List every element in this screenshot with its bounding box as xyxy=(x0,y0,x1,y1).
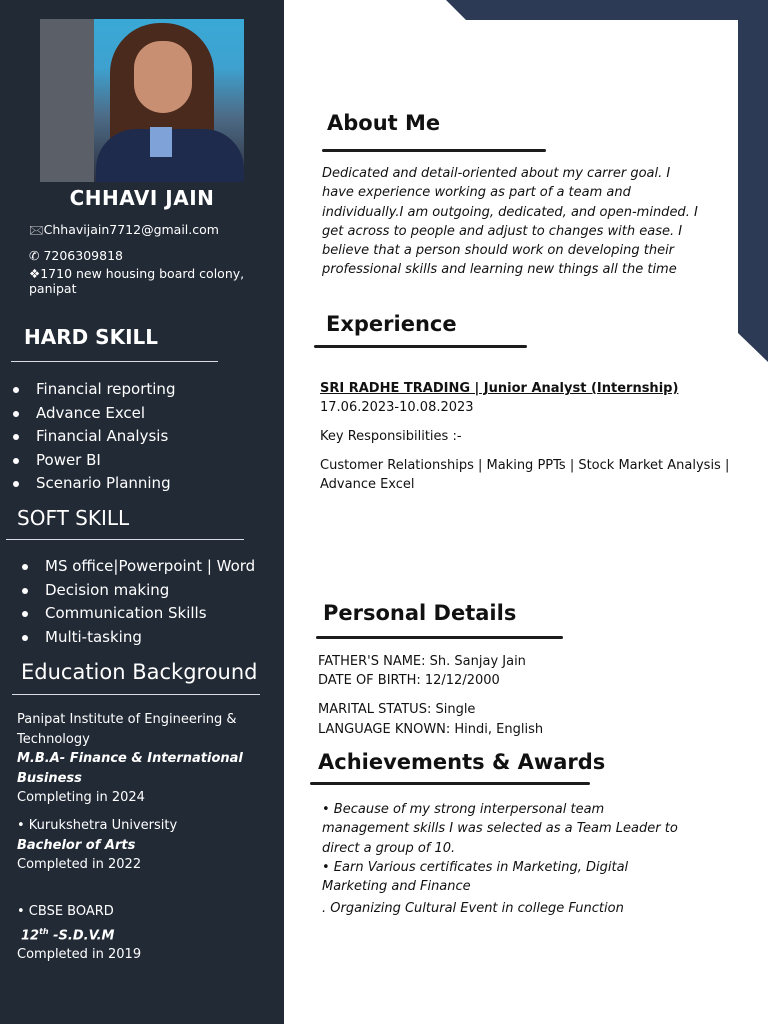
list-item: Financial reporting xyxy=(13,378,175,402)
achievement-item: • Earn Various certificates in Marketing, Digital Marketing and Finance xyxy=(322,860,629,895)
achievement-item: . Organizing Cultural Event in college Function xyxy=(322,901,624,916)
education-entry xyxy=(17,710,267,808)
education-degree: Bachelor of Arts xyxy=(17,837,136,853)
soft-skill-list xyxy=(22,555,255,649)
education-degree: M.B.A- Finance & International Business xyxy=(17,751,243,786)
decorative-corner-side xyxy=(738,0,768,362)
education-status: Completing in 2024 xyxy=(17,790,145,805)
education-entry xyxy=(17,902,267,965)
hard-skill-divider xyxy=(11,361,218,362)
candidate-name: CHHAVI JAIN xyxy=(69,186,215,210)
soft-skill-heading: SOFT SKILL xyxy=(17,506,130,530)
decorative-corner-top xyxy=(446,0,768,20)
marital-status: MARITAL STATUS: Single xyxy=(318,702,476,717)
address-text: ❖1710 new housing board colony, panipat xyxy=(29,266,245,296)
achievements-divider xyxy=(310,782,590,785)
list-item: Advance Excel xyxy=(13,402,175,426)
responsibilities-label: Key Responsibilities :- xyxy=(320,429,462,444)
education-heading: Education Background xyxy=(21,660,258,684)
personal-details-heading: Personal Details xyxy=(323,601,517,625)
education-entry xyxy=(17,816,267,875)
achievement-item: • Because of my strong interpersonal team management skills I was selected as a Team Leader to direct a group of 10. xyxy=(322,802,678,856)
responsibilities-text: Customer Relationships | Making PPTs | Stock Market Analysis | Advance Excel xyxy=(320,458,730,493)
education-institute: • Kurukshetra University xyxy=(17,818,178,833)
experience-dates: 17.06.2023-10.08.2023 xyxy=(320,400,474,415)
profile-photo xyxy=(40,19,244,182)
list-item: Communication Skills xyxy=(22,602,255,626)
education-institute: Panipat Institute of Engineering & Technology xyxy=(17,712,237,747)
sidebar xyxy=(0,0,284,1024)
experience-divider xyxy=(314,345,527,348)
hard-skill-heading: HARD SKILL xyxy=(24,325,159,349)
education-status: Completed in 2022 xyxy=(17,857,142,872)
about-divider xyxy=(322,149,546,152)
list-item: Scenario Planning xyxy=(13,472,175,496)
list-item: Multi-tasking xyxy=(22,626,255,650)
father-name: FATHER'S NAME: Sh. Sanjay Jain xyxy=(318,654,526,669)
languages-known: LANGUAGE KNOWN: Hindi, English xyxy=(318,722,544,737)
about-heading: About Me xyxy=(327,111,441,135)
date-of-birth: DATE OF BIRTH: 12/12/2000 xyxy=(318,673,500,688)
soft-skill-divider xyxy=(6,539,244,540)
education-institute: • CBSE BOARD xyxy=(17,904,114,919)
education-status: Completed in 2019 xyxy=(17,947,142,963)
education-divider xyxy=(12,694,260,695)
education-degree: 12th -S.D.V.M xyxy=(21,926,115,943)
list-item: Power BI xyxy=(13,449,175,473)
email-text: 🖂Chhavijain7712@gmail.com xyxy=(29,222,219,237)
list-item: MS office|Powerpoint | Word xyxy=(22,555,255,579)
achievements-heading: Achievements & Awards xyxy=(318,750,606,774)
experience-heading: Experience xyxy=(326,312,457,336)
about-text: Dedicated and detail-oriented about my carrer goal. I have experience working as part of a team and individually.I am outgoing, dedicated, and open-minded. I get across to people and adjust to changes with ease. I believe that a person should work on developing their professional skills and learning new things all the time xyxy=(322,166,698,278)
list-item: Financial Analysis xyxy=(13,425,175,449)
experience-title: SRI RADHE TRADING | Junior Analyst (Internship) xyxy=(320,381,679,396)
hard-skill-list xyxy=(13,378,175,496)
personal-details-divider xyxy=(316,636,563,639)
list-item: Decision making xyxy=(22,579,255,603)
phone-text: ✆ 7206309818 xyxy=(29,248,123,263)
